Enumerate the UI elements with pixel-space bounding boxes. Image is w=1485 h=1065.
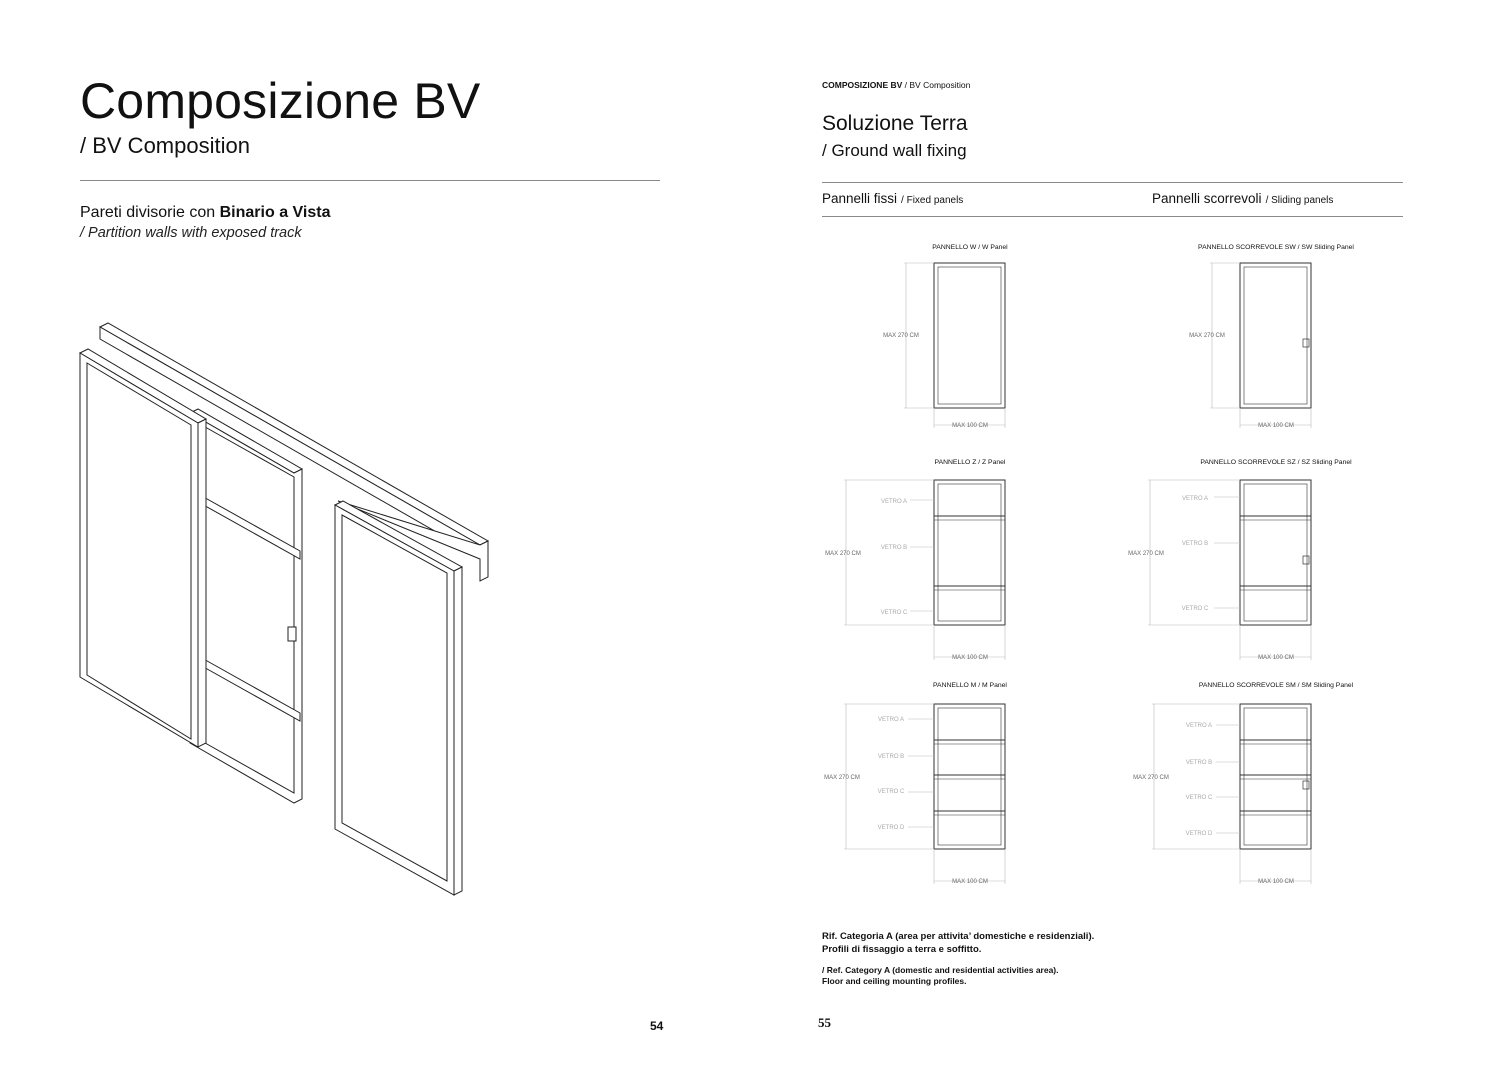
- panel-z-label: PANNELLO Z / Z Panel: [934, 459, 1006, 466]
- page-number: 55: [818, 1015, 831, 1030]
- glass-a-label: VETRO A: [1181, 496, 1209, 502]
- panel-sz-frame: [1240, 480, 1311, 625]
- column-header-fixed: Pannelli fissi / Fixed panels: [822, 191, 964, 206]
- glass-b-label: VETRO B: [880, 545, 908, 551]
- glass-b-label: VETRO B: [1181, 541, 1209, 547]
- page-title: Composizione BV: [80, 73, 481, 129]
- panel-sm-frame: [1240, 704, 1311, 849]
- description-english: / Partition walls with exposed track: [80, 225, 302, 241]
- glass-c-label: VETRO C: [877, 789, 905, 795]
- note-italian: Rif. Categoria A (area per attivita’ domestiche e residenziali). Profili di fissaggio a terra e soffitto.: [822, 931, 1095, 955]
- glass-a-label: VETRO A: [877, 717, 905, 723]
- glass-d-label: VETRO D: [877, 825, 905, 831]
- dim-width: MAX 100 CM: [952, 423, 988, 429]
- glass-a-label: VETRO A: [880, 499, 908, 505]
- panel-sz-label: PANNELLO SCORREVOLE SZ / SZ Sliding Panel: [1200, 459, 1352, 466]
- panel-m-frame: [934, 704, 1005, 849]
- glass-c-label: VETRO C: [1185, 795, 1213, 801]
- divider: [822, 182, 1403, 183]
- glass-b-label: VETRO B: [877, 754, 905, 760]
- page-subtitle: / BV Composition: [80, 133, 250, 158]
- panel-sw-label: PANNELLO SCORREVOLE SW / SW Sliding Panel: [1198, 244, 1354, 251]
- dim-height: MAX 270 CM: [824, 775, 860, 781]
- section-subtitle: / Ground wall fixing: [822, 141, 967, 160]
- glass-c-label: VETRO C: [880, 610, 908, 616]
- dim-width: MAX 100 CM: [952, 879, 988, 885]
- handle-icon: [1303, 339, 1309, 347]
- column-header-sliding: Pannelli scorrevoli / Sliding panels: [1152, 191, 1334, 206]
- breadcrumb: COMPOSIZIONE BV / BV Composition: [822, 80, 971, 90]
- panel-sw-frame: [1240, 263, 1311, 408]
- glass-c-label: VETRO C: [1181, 606, 1209, 612]
- section-title: Soluzione Terra: [822, 112, 968, 135]
- dim-height: MAX 270 CM: [1189, 333, 1225, 339]
- dim-width: MAX 100 CM: [1258, 655, 1294, 661]
- dim-width: MAX 100 CM: [1258, 423, 1294, 429]
- divider: [80, 180, 660, 181]
- dim-height: MAX 270 CM: [825, 551, 861, 557]
- panel-w-label: PANNELLO W / W Panel: [932, 244, 1008, 251]
- panel-z-frame: [934, 480, 1005, 625]
- dim-height: MAX 270 CM: [883, 333, 919, 339]
- panel-sm-label: PANNELLO SCORREVOLE SM / SM Sliding Panel: [1198, 682, 1354, 689]
- glass-d-label: VETRO D: [1185, 831, 1213, 837]
- glass-b-label: VETRO B: [1185, 760, 1213, 766]
- panels-technical-drawing: [800, 230, 1420, 900]
- note-english: / Ref. Category A (domestic and residential activities area). Floor and ceiling mounting profiles.: [822, 965, 1059, 986]
- divider: [822, 216, 1403, 217]
- handle-icon: [1303, 781, 1309, 789]
- panel-w-frame: [934, 263, 1005, 408]
- dim-height: MAX 270 CM: [1128, 551, 1164, 557]
- panel-m-label: PANNELLO M / M Panel: [933, 682, 1007, 689]
- description: Pareti divisorie con Binario a Vista: [80, 204, 331, 221]
- dim-width: MAX 100 CM: [952, 655, 988, 661]
- page-number: 54: [650, 1019, 664, 1033]
- dim-width: MAX 100 CM: [1258, 879, 1294, 885]
- dim-height: MAX 270 CM: [1133, 775, 1169, 781]
- glass-a-label: VETRO A: [1185, 723, 1213, 729]
- isometric-illustration: [70, 315, 510, 915]
- handle-icon: [1303, 556, 1309, 564]
